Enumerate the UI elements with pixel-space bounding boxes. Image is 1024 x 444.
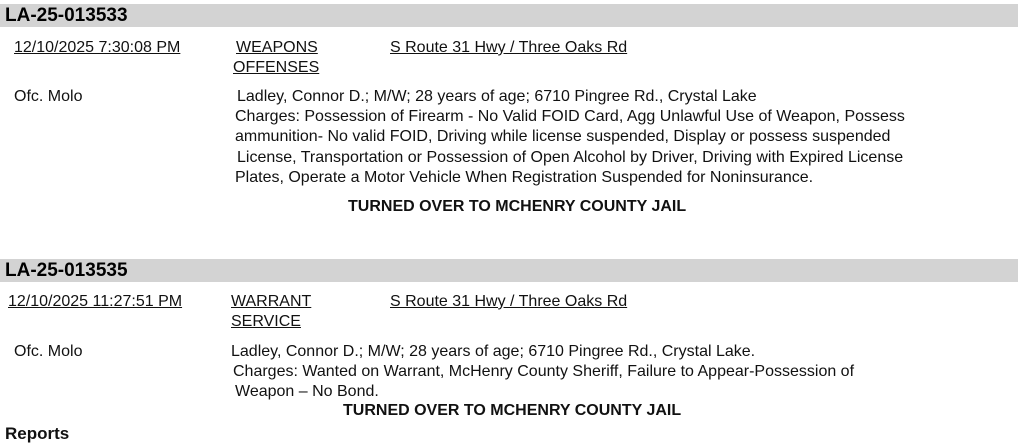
incident-datetime: 12/10/2025 11:27:51 PM <box>8 293 183 310</box>
incident-datetime: 12/10/2025 7:30:08 PM <box>14 39 181 56</box>
case-header-bar <box>0 259 1018 282</box>
offense-type-line2: OFFENSES <box>233 59 320 76</box>
officer-name: Ofc. Molo <box>14 88 83 105</box>
disposition: TURNED OVER TO MCHENRY COUNTY JAIL <box>348 198 687 215</box>
offense-type-line1: WARRANT <box>231 293 312 310</box>
disposition: TURNED OVER TO MCHENRY COUNTY JAIL <box>343 402 682 419</box>
offense-type-line1: WEAPONS <box>236 39 318 56</box>
officer-name: Ofc. Molo <box>14 343 83 360</box>
arrestee-info: Ladley, Connor D.; M/W; 28 years of age; 6710 Pingree Rd., Crystal Lake <box>237 88 757 105</box>
arrestee-info: Ladley, Connor D.; M/W; 28 years of age; 6710 Pingree Rd., Crystal Lake. <box>231 343 756 360</box>
case-header-bar <box>0 4 1018 27</box>
case-number: LA-25-013535 <box>5 260 128 281</box>
charges-line: Charges: Wanted on Warrant, McHenry County Sheriff, Failure to Appear-Possession of <box>233 363 855 380</box>
incident-location: S Route 31 Hwy / Three Oaks Rd <box>390 293 628 310</box>
charges-line: Plates, Operate a Motor Vehicle When Registration Suspended for Noninsurance. <box>235 169 814 186</box>
charges-line: ammunition- No valid FOID, Driving while license suspended, Display or possess suspended <box>235 128 891 145</box>
case-number: LA-25-013533 <box>5 5 128 26</box>
reports-heading: Reports <box>5 424 70 443</box>
offense-type-line2: SERVICE <box>231 313 301 330</box>
charges-line: Weapon – No Bond. <box>235 383 379 400</box>
charges-line: License, Transportation or Possession of Open Alcohol by Driver, Driving with Expired License <box>237 149 904 166</box>
charges-line: Charges: Possession of Firearm - No Valid FOID Card, Agg Unlawful Use of Weapon, Possess <box>235 108 905 125</box>
incident-location: S Route 31 Hwy / Three Oaks Rd <box>390 39 628 56</box>
